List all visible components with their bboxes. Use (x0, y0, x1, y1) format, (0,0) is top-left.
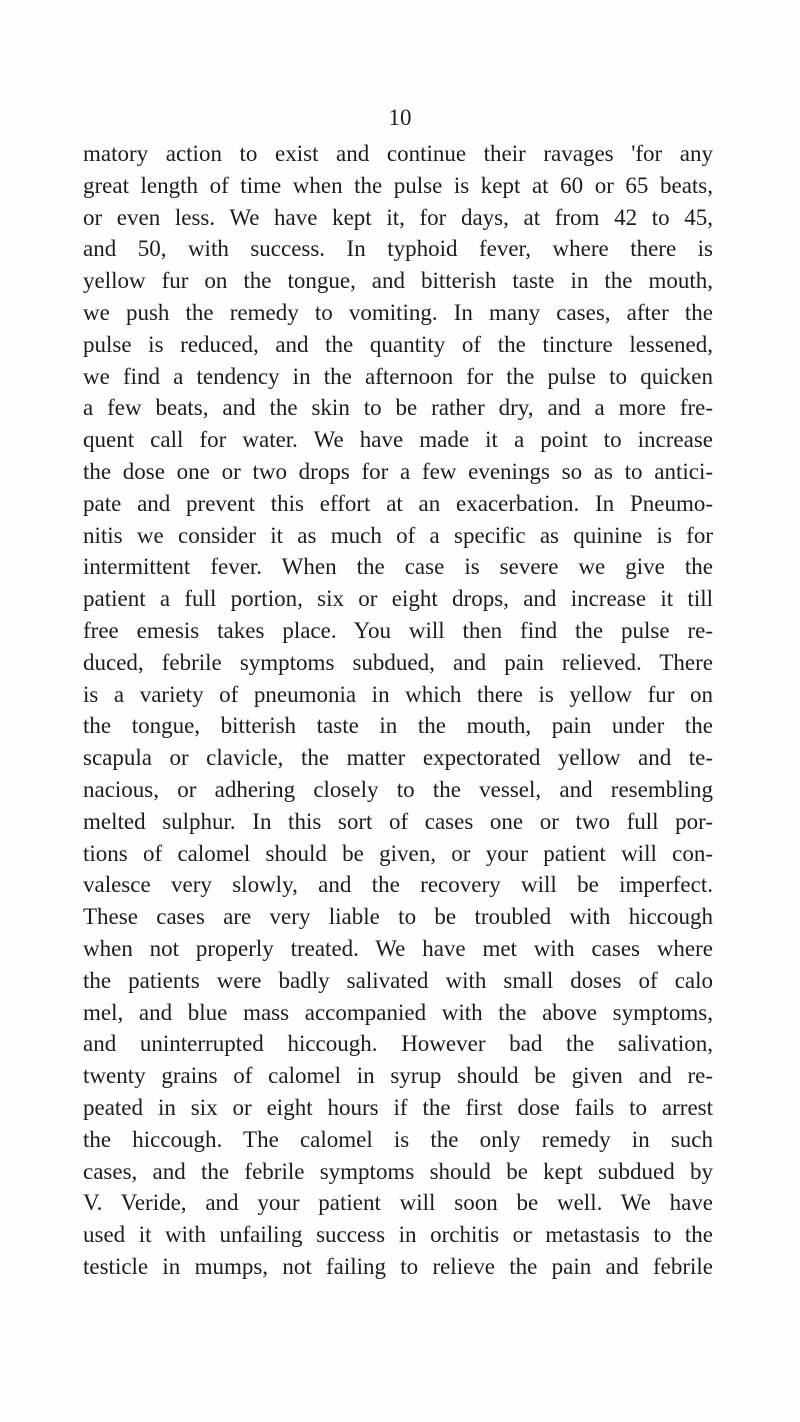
text-line: patient a full portion, six or eight drops, and increase it till (83, 586, 713, 612)
text-line: quent call for water. We have made it a point to increase (83, 427, 713, 453)
text-line: free emesis takes place. You will then find the pulse re- (83, 617, 713, 643)
text-line: the tongue, bitterish taste in the mouth, pain under the (83, 713, 713, 739)
text-line: valesce very slowly, and the recovery will be imperfect. (83, 872, 713, 898)
text-line: pate and prevent this effort at an exacerbation. In Pneumo- (83, 490, 713, 516)
text-line: melted sulphur. In this sort of cases one or two full por- (83, 808, 713, 834)
text-line: is a variety of pneumonia in which there is yellow fur on (83, 681, 713, 707)
text-line: twenty grains of calomel in syrup should be given and re- (83, 1063, 713, 1089)
text-line: or even less. We have kept it, for days, at from 42 to 45, (83, 204, 713, 230)
text-line: peated in six or eight hours if the first dose fails to arrest (83, 1094, 713, 1120)
text-line: scapula or clavicle, the matter expectorated yellow and te- (83, 745, 713, 771)
text-line: the hiccough. The calomel is the only remedy in such (83, 1126, 713, 1152)
text-line: intermittent fever. When the case is severe we give the (83, 554, 713, 580)
text-line: V. Veride, and your patient will soon be well. We have (83, 1190, 713, 1216)
text-line: matory action to exist and continue their ravages 'for any (83, 141, 713, 166)
text-line: we find a tendency in the afternoon for the pulse to quicken (83, 363, 713, 389)
text-line: when not properly treated. We have met with cases where (83, 935, 713, 961)
text-line: and 50, with success. In typhoid fever, where there is (83, 236, 713, 262)
text-line: yellow fur on the tongue, and bitterish taste in the mouth, (83, 268, 713, 294)
text-line: tions of calomel should be given, or your patient will con- (83, 840, 713, 866)
text-line: the dose one or two drops for a few evenings so as to antici- (83, 458, 713, 484)
text-line: great length of time when the pulse is kept at 60 or 65 beats, (83, 172, 713, 198)
text-line: used it with unfailing success in orchitis or metastasis to the (83, 1222, 713, 1248)
text-line: a few beats, and the skin to be rather dry, and a more fre- (83, 395, 713, 421)
text-line: pulse is reduced, and the quantity of the tincture lessened, (83, 331, 713, 357)
text-line: nacious, or adhering closely to the vessel, and resembling (83, 776, 713, 802)
text-line: duced, febrile symptoms subdued, and pain relieved. There (83, 649, 713, 675)
text-line: and uninterrupted hiccough. However bad the salivation, (83, 1031, 713, 1057)
text-line: mel, and blue mass accompanied with the above symptoms, (83, 999, 713, 1025)
text-line: testicle in mumps, not failing to relieve the pain and febrile (83, 1253, 713, 1279)
text-line: the patients were badly salivated with small doses of calo (83, 967, 713, 993)
page-number: 10 (388, 105, 412, 130)
body-text (83, 138, 713, 1283)
text-line: nitis we consider it as much of a specific as quinine is for (83, 522, 713, 548)
text-line: cases, and the febrile symptoms should be kept subdued by (83, 1158, 713, 1184)
text-line: we push the remedy to vomiting. In many cases, after the (83, 299, 713, 325)
text-line: These cases are very liable to be troubled with hiccough (83, 904, 713, 930)
